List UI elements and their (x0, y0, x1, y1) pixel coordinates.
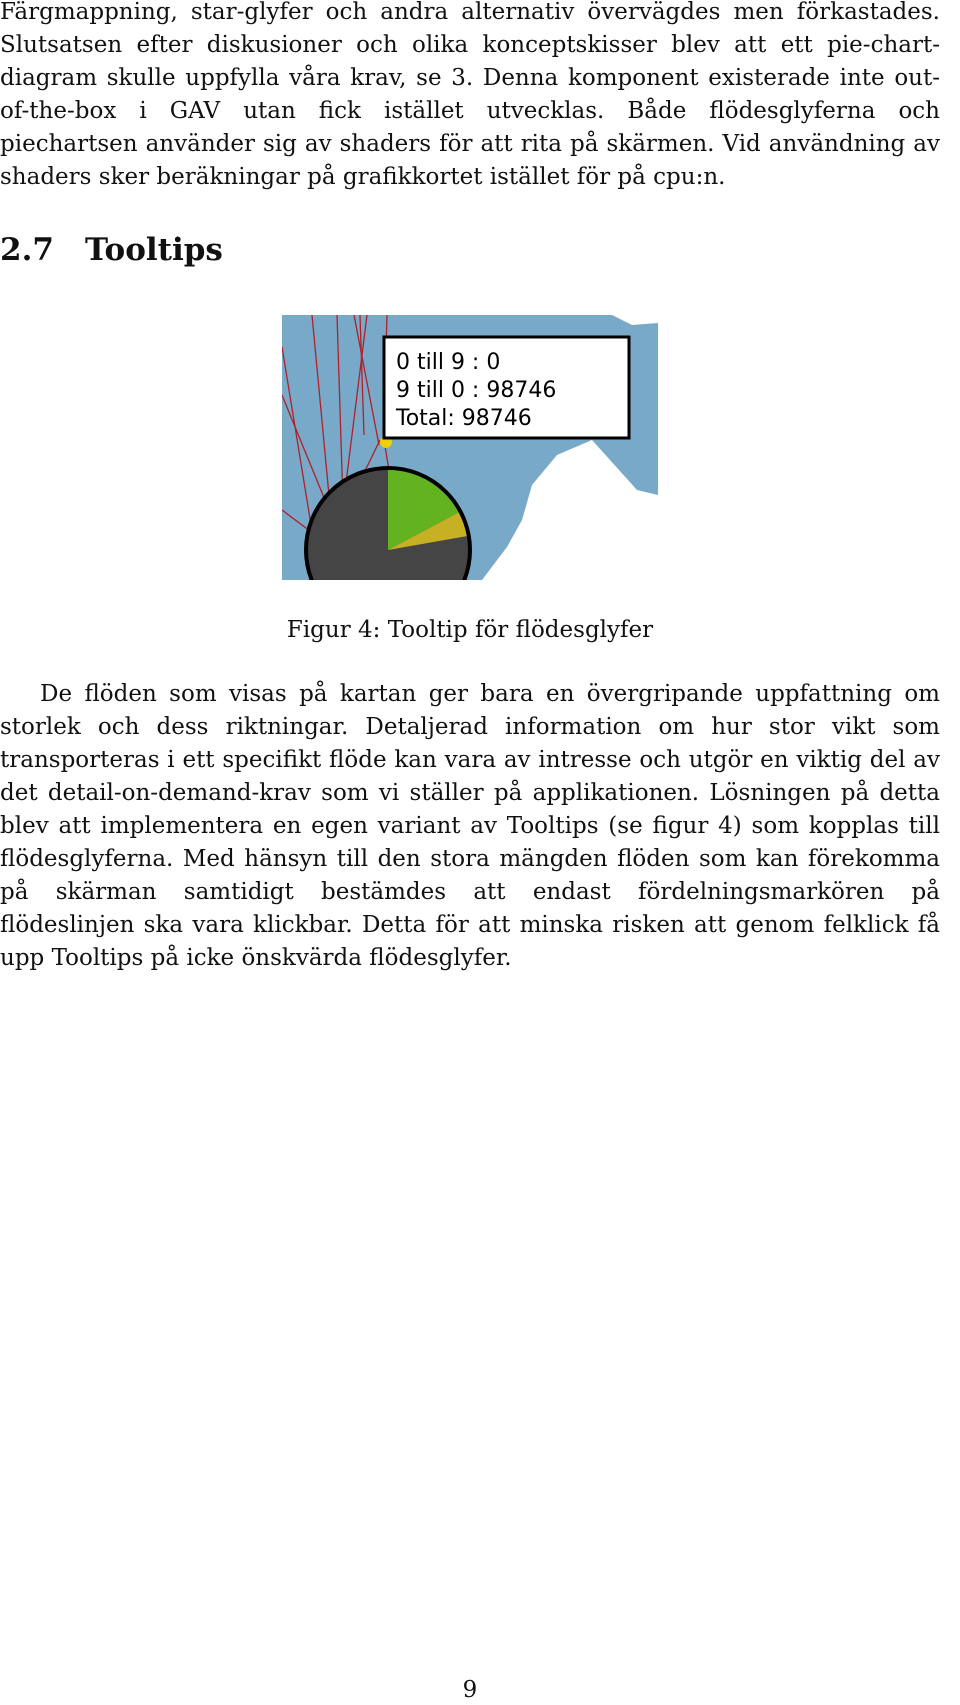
map-screenshot (282, 315, 658, 580)
tooltip-line: 0 till 9 : 0 (396, 350, 501, 375)
figure-caption: Figur 4: Tooltip för flödesglyfer (286, 617, 654, 643)
body-paragraph-2: De flöden som visas på kartan ger bara en övergripande uppfattning om storlek och dess riktningar. Detaljerad information om hur stor vikt som transporteras i ett specifikt flöde kan vara av intresse och utgör en viktig del av det detail-on-demand-krav som vi ställer på applikationen. Lösningen på detta blev att implementera en egen variant av Tooltips (se figur 4) som kopplas till flödesglyferna. Med hänsyn till den stora mängden flöden som kan förekomma på skärman samtidigt bestämdes att endast fördelningsmarkören på flödeslinjen ska vara klickbar. Detta för att minska risken att genom felklick få upp Tooltips på icke önskvärda flödesglyfer. (0, 681, 940, 971)
tooltip-line: 9 till 0 : 98746 (396, 378, 557, 403)
section-number: 2.7 (0, 232, 54, 268)
section-heading (0, 230, 223, 270)
page-number: 9 (462, 1677, 478, 1703)
body-paragraph-1: Färgmappning, star-glyfer och andra alternativ övervägdes men förkastades. Slutsatsen efter diskusioner och olika konceptskisser blev att ett pie-chart-diagram skulle uppfylla våra krav, se 3. Denna komponent existerade inte out-of-the-box i GAV utan fick istället utvecklas. Både flödesglyferna och piechartsen använder sig av shaders för att rita på skärmen. Vid användning av shaders sker beräkningar på grafikkortet istället för på cpu:n. (0, 0, 940, 190)
figure-tooltip-screenshot (282, 315, 658, 580)
tooltip-line: Total: 98746 (396, 406, 532, 431)
section-title: Tooltips (85, 232, 223, 268)
